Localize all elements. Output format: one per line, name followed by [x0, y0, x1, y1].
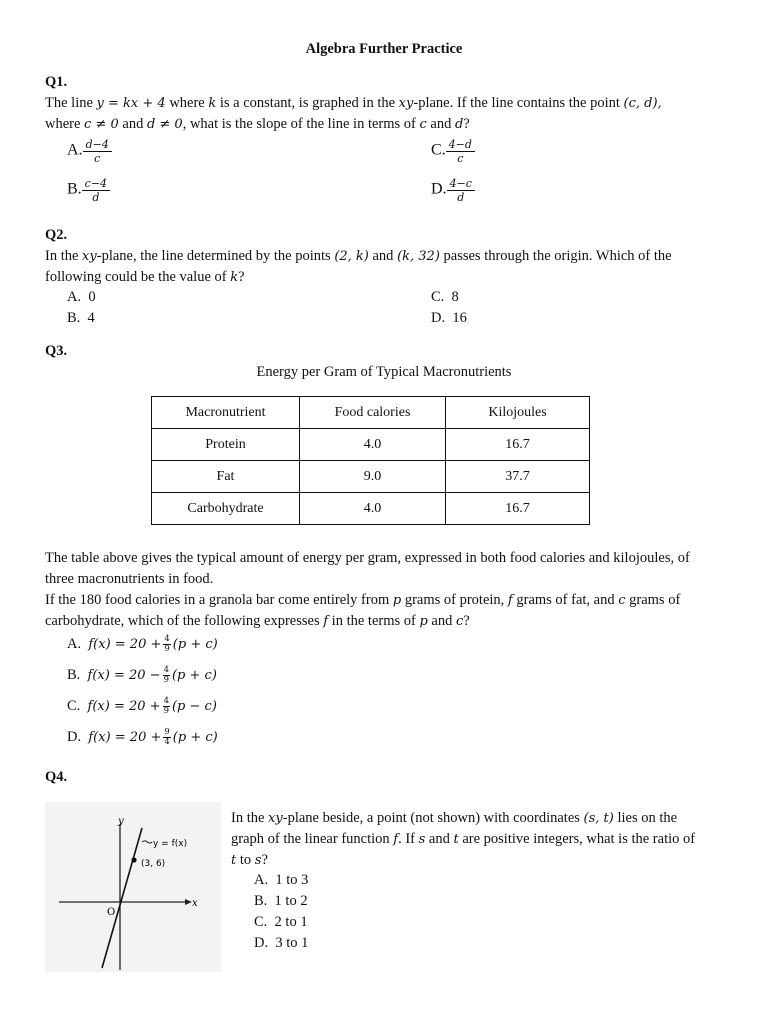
question-3-text — [45, 548, 724, 632]
text-span: and — [368, 248, 398, 264]
math-expr: c ≠ 0 — [84, 117, 119, 132]
question-1-text — [45, 93, 724, 135]
q3-option-b[interactable] — [67, 666, 217, 685]
text-span: -plane. If the line contains the point — [413, 95, 624, 111]
option-fraction — [163, 635, 170, 654]
option-letter: C. — [431, 289, 445, 305]
question-2-label: Q2. — [45, 227, 68, 243]
q3-option-c[interactable] — [67, 697, 217, 716]
fraction-numerator: d−4 — [83, 138, 112, 152]
option-letter: D. — [67, 728, 82, 745]
table-caption: Energy per Gram of Typical Macronutrients — [256, 364, 512, 380]
point-label: (3, 6) — [141, 859, 166, 869]
option-text: 1 to 3 — [275, 872, 309, 888]
table-header-row — [152, 397, 590, 429]
text-span: If the 180 food calories in a granola bar come entirely from — [45, 592, 393, 608]
option-fraction — [163, 666, 170, 685]
question-1-label: Q1. — [45, 74, 68, 90]
q4-option-d[interactable] — [254, 935, 308, 952]
question-4-label: Q4. — [45, 769, 68, 785]
option-letter: B. — [67, 180, 82, 198]
table-cell: Fat — [152, 461, 300, 493]
math-expr: (p + c) — [171, 667, 217, 683]
table-cell: 4.0 — [300, 429, 446, 461]
table-cell: 9.0 — [300, 461, 446, 493]
table-cell: 4.0 — [300, 493, 446, 525]
math-var: t — [453, 832, 459, 847]
option-text: 1 to 2 — [274, 893, 308, 909]
option-text: 2 to 1 — [274, 914, 308, 930]
math-var: d — [454, 117, 464, 132]
text-span: are positive integers, what is the ratio of — [458, 831, 696, 847]
option-letter: A. — [67, 635, 82, 652]
text-span: grams of protein, — [401, 592, 508, 608]
text-span: ? — [463, 613, 470, 629]
question-4-line-2 — [231, 829, 724, 850]
math-var: k — [208, 96, 217, 111]
math-expr: (p + c) — [172, 729, 218, 745]
table-cell: Carbohydrate — [152, 493, 300, 525]
option-fraction — [83, 138, 112, 165]
fraction-denominator: 4 — [164, 737, 170, 747]
question-3-label: Q3. — [45, 343, 68, 359]
y-axis-label: y — [118, 816, 124, 827]
text-span: carbohydrate, which of the following expresses — [45, 613, 324, 629]
table-row — [152, 461, 590, 493]
math-equation: y = kx + 4 — [96, 96, 166, 111]
question-1-line-2 — [45, 114, 724, 135]
q1-option-d[interactable] — [431, 177, 475, 204]
question-4-line-1 — [231, 808, 724, 829]
table-header-cell: Kilojoules — [446, 397, 590, 429]
table-header-cell: Food calories — [300, 397, 446, 429]
option-letter: B. — [254, 893, 268, 909]
math-expr: f(x) = 20 − — [87, 667, 161, 683]
fraction-denominator: 9 — [163, 675, 169, 685]
fraction-numerator: 4 — [163, 696, 169, 706]
table-row — [152, 493, 590, 525]
option-fraction — [163, 697, 170, 716]
x-axis-arrow-icon — [185, 899, 192, 905]
q4-option-a[interactable] — [254, 872, 308, 889]
function-label: y = f(x) — [153, 839, 188, 849]
paragraph-2-line-1 — [45, 590, 724, 611]
math-expr: (p + c) — [172, 636, 218, 652]
page-title: Algebra Further Practice — [305, 41, 463, 57]
math-point: (s, t) — [583, 811, 614, 826]
origin-label: O — [107, 907, 116, 918]
x-axis-label: x — [192, 898, 198, 909]
text-span: -plane beside, a point (not shown) with coordinates — [282, 810, 584, 826]
text-span: where — [165, 95, 209, 111]
text-span: graph of the linear function — [231, 831, 394, 847]
math-point: (k, 32) — [397, 249, 440, 264]
math-var: xy — [82, 249, 97, 264]
q2-option-d[interactable] — [431, 310, 467, 327]
option-letter: A. — [67, 289, 82, 305]
option-fraction — [446, 138, 475, 165]
math-expr: d ≠ 0 — [146, 117, 183, 132]
linear-function-graph — [45, 802, 221, 972]
q3-option-d[interactable] — [67, 728, 218, 747]
math-var: f — [323, 614, 329, 629]
text-span: where — [45, 116, 85, 132]
option-letter: B. — [67, 666, 81, 683]
q1-option-b[interactable] — [67, 177, 110, 204]
text-span: in the terms of — [328, 613, 420, 629]
math-var: xy — [398, 96, 414, 111]
fraction-numerator: 4−d — [446, 138, 475, 152]
q2-option-b[interactable] — [67, 310, 95, 327]
fraction-denominator: c — [457, 152, 464, 165]
text-span: ? — [261, 852, 268, 868]
math-var: t — [231, 853, 237, 868]
text-span: In the — [45, 248, 83, 264]
table-row — [152, 429, 590, 461]
text-span: and — [426, 116, 455, 132]
table-header-cell: Macronutrient — [152, 397, 300, 429]
q4-option-b[interactable] — [254, 893, 308, 910]
fraction-denominator: d — [92, 191, 100, 204]
option-text: 8 — [451, 289, 459, 305]
option-letter: A. — [67, 141, 83, 159]
text-span: ? — [463, 116, 470, 132]
option-text: 4 — [87, 310, 95, 326]
math-var: c — [419, 117, 427, 132]
point-3-6 — [131, 857, 136, 862]
question-2-line-1 — [45, 246, 724, 267]
table-cell: 16.7 — [446, 429, 590, 461]
option-letter: C. — [254, 914, 268, 930]
math-var: p — [419, 614, 428, 629]
math-expr: (p − c) — [171, 698, 217, 714]
option-text: 0 — [88, 289, 96, 305]
text-span: and — [425, 831, 454, 847]
option-text: 3 to 1 — [275, 935, 309, 951]
text-span: following could be the value of — [45, 269, 231, 285]
fraction-numerator: c−4 — [82, 177, 110, 191]
math-var: xy — [268, 811, 283, 826]
text-span: to — [236, 852, 255, 868]
math-var: p — [392, 593, 402, 608]
math-var: s — [418, 832, 426, 847]
option-letter: D. — [254, 935, 269, 951]
graph-svg — [45, 802, 221, 972]
fraction-denominator: 9 — [164, 644, 170, 654]
q4-option-c[interactable] — [254, 914, 308, 931]
table-cell: 16.7 — [446, 493, 590, 525]
math-var: k — [230, 270, 239, 285]
text-span: grams of — [625, 592, 681, 608]
text-span: and — [427, 613, 456, 629]
question-2-line-2 — [45, 267, 724, 288]
fraction-numerator: 4−c — [447, 177, 475, 191]
energy-table — [151, 396, 590, 525]
q1-option-c[interactable] — [431, 138, 475, 165]
label-leader — [142, 841, 152, 843]
math-expr: f(x) = 20 + — [88, 636, 162, 652]
option-letter: B. — [67, 310, 81, 326]
math-var: s — [254, 853, 262, 868]
option-letter: C. — [67, 697, 81, 714]
table-cell: Protein — [152, 429, 300, 461]
text-span: is a constant, is graphed in the — [216, 95, 399, 111]
math-var: c — [455, 614, 464, 629]
math-var: f — [507, 593, 513, 608]
option-letter: D. — [431, 310, 446, 326]
math-point: (c, d), — [623, 96, 662, 111]
text-span: ? — [238, 269, 245, 285]
text-span: In the — [231, 810, 269, 826]
math-expr: f(x) = 20 + — [88, 729, 162, 745]
text-span: passes through the origin. Which of the — [439, 248, 672, 264]
question-1-line-1 — [45, 93, 724, 114]
text-span: lies on the — [613, 810, 678, 826]
fraction-denominator: 9 — [163, 706, 169, 716]
q2-option-c[interactable] — [431, 289, 459, 306]
math-expr: f(x) = 20 + — [87, 698, 161, 714]
question-2-text — [45, 246, 724, 288]
q2-option-a[interactable] — [67, 289, 96, 306]
text-span: -plane, the line determined by the points — [96, 248, 335, 264]
fraction-numerator: 4 — [164, 634, 170, 644]
option-fraction — [447, 177, 475, 204]
text-span: and — [118, 116, 147, 132]
math-var: f — [393, 832, 399, 847]
fraction-denominator: c — [94, 152, 101, 165]
table-cell: 37.7 — [446, 461, 590, 493]
text-span: The line — [45, 95, 97, 111]
option-letter: D. — [431, 180, 447, 198]
q1-option-a[interactable] — [67, 138, 112, 165]
option-fraction — [82, 177, 110, 204]
option-fraction — [163, 728, 170, 747]
paragraph-1-line-1: The table above gives the typical amount of energy per gram, expressed in both food calories and kilojoules, of — [45, 550, 690, 566]
option-letter: C. — [431, 141, 446, 159]
option-text: 16 — [452, 310, 467, 326]
fraction-denominator: d — [457, 191, 465, 204]
fraction-numerator: 9 — [164, 727, 170, 737]
text-span: grams of fat, and — [512, 592, 619, 608]
function-line — [102, 828, 142, 968]
fraction-numerator: 4 — [163, 665, 169, 675]
paragraph-1-line-2: three macronutrients in food. — [45, 571, 214, 587]
question-4-line-3 — [231, 850, 724, 871]
question-4-text — [231, 808, 724, 871]
option-letter: A. — [254, 872, 269, 888]
math-point: (2, k) — [334, 249, 369, 264]
q3-option-a[interactable] — [67, 635, 218, 654]
text-span: . If — [398, 831, 419, 847]
text-span: , what is the slope of the line in terms of — [182, 116, 420, 132]
paragraph-2-line-2 — [45, 611, 724, 632]
math-var: c — [618, 593, 626, 608]
